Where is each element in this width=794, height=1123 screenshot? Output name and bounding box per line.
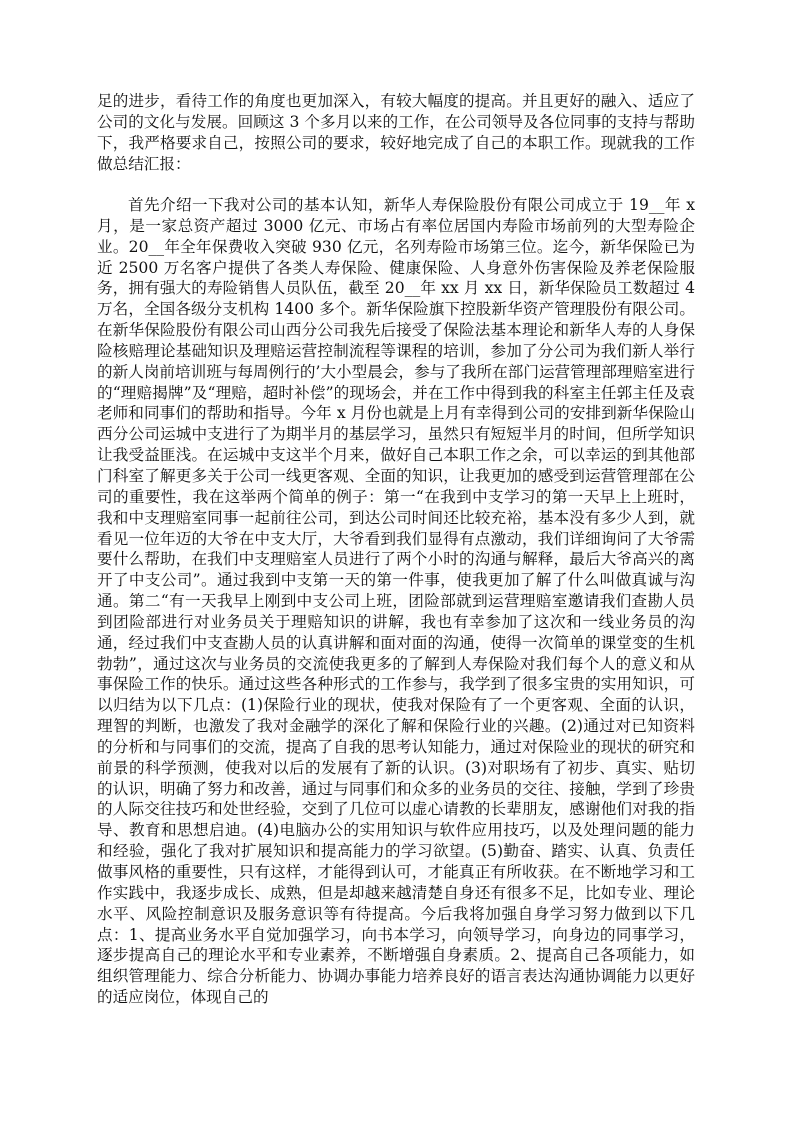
- paragraph-text: 足的进步，看待工作的角度也更加深入，有较大幅度的提高。并且更好的融入、适应了公司的文化与发展。回顾这 3 个多月以来的工作，在公司领导及各位同事的支持与帮助下，我严格要求自己，按照公司的要求，较好地完成了自己的本职工作。现就我的工作做总结汇报：: [97, 92, 695, 173]
- intro-paragraph: [97, 91, 695, 174]
- body-paragraph: [97, 195, 695, 1008]
- paragraph-text: 首先介绍一下我对公司的基本认知，新华人寿保险股份有限公司成立于 19__年 x 月，是一家总资产超过 3000 亿元、市场占有率位居国内寿险市场前列的大型寿险企业。20__年全年保费收入突破 930 亿元，名列寿险市场第三位。迄今，新华保险已为近 2500 万名客户提供了各类人寿保险、健康保险、人身意外伤害保险及养老保险服务，拥有强大的寿险销售人员队伍，截至 20__年 xx 月 xx 日，新华保险员工数超过 4 万名，全国各级分支机构 1400 多个。新华保险旗下控股新华资产管理股份有限公司。在新华保险股份有限公司山西分公司我先后接受了保险法基本理论和新华人寿的人身保险核赔理论基础知识及理赔运营控制流程等课程的培训，参加了分公司为我们新人举行的新人岗前培训班与每周例行的’大小型晨会，参与了我所在部门运营管理部理赔室进行的“理赔揭牌”及“理赔，超时补偿”的现场会，并在工作中得到我的科室主任郭主任及袁老师和同事们的帮助和指导。今年 x 月份也就是上月有幸得到公司的安排到新华保险山西分公司运城中支进行了为期半月的基层学习，虽然只有短短半月的时间，但所学知识让我受益匪浅。在运城中支这半个月来，做好自己本职工作之余，可以幸运的到其他部门科室了解更多关于公司一线更客观、全面的知识，让我更加的感受到运营管理部在公司的重要性，我在这举两个简单的例子：第一“在我到中支学习的第一天早上上班时，我和中支理赔室同事一起前往公司，到达公司时间还比较充裕，基本没有多少人到，就看见一位年迈的大爷在中支大厅，大爷看到我们显得有点激动，我们详细询问了大爷需要什么帮助，在我们中支理赔室人员进行了两个小时的沟通与解释，最后大爷高兴的离开了中支公司”。通过我到中支第一天的第一件事，使我更加了解了什么叫做真诚与沟通。第二“有一天我早上刚到中支公司上班，团险部就到运营理赔室邀请我们查勘人员到团险部进行对业务员关于理赔知识的讲解，我也有幸参加了这次和一线业务员的沟通，经过我们中支查勘人员的认真讲解和面对面的沟通，使得一次简单的课堂变的生机勃勃”，通过这次与业务员的交流使我更多的了解到人寿保险对我们每个人的意义和从事保险工作的快乐。通过这些各种形式的工作参与，我学到了很多宝贵的实用知识，可以归结为以下几点：(1)保险行业的现状，使我对保险有了一个更客观、全面的认识，理智的判断，也激发了我对金融学的深化了解和保险行业的兴趣。(2)通过对已知资料的分析和与同事们的交流，提高了自我的思考认知能力，通过对保险业的现状的研究和前景的科学预测，使我对以后的发展有了新的认识。(3)对职场有了初步、真实、贴切的认识，明确了努力和改善，通过与同事们和众多的业务员的交往、接触，学到了珍贵的人际交往技巧和处世经验，交到了几位可以虚心请教的长辈朋友，感谢他们对我的指导、教育和思想启迪。(4)电脑办公的实用知识与软件应用技巧，以及处理问题的能力和经验，强化了我对扩展知识和提高能力的学习欲望。(5)勤奋、踏实、认真、负责任做事风格的重要性，只有这样，才能得到认可，才能真正有所收获。在不断地学习和工作实践中，我逐步成长、成熟，但是却越来越清楚自身还有很多不足，比如专业、理论水平、风险控制意识及服务意识等有待提高。今后我将加强自身学习努力做到以下几点：1、提高业务水平自觉加强学习，向书本学习，向领导学习，向身边的同事学习，逐步提高自己的理论水平和专业素养，不断增强自身素质。2、提高自己各项能力，如组织管理能力、综合分析能力、协调办事能力培养良好的语言表达沟通协调能力以更好的适应岗位，体现自己的: [97, 196, 695, 1007]
